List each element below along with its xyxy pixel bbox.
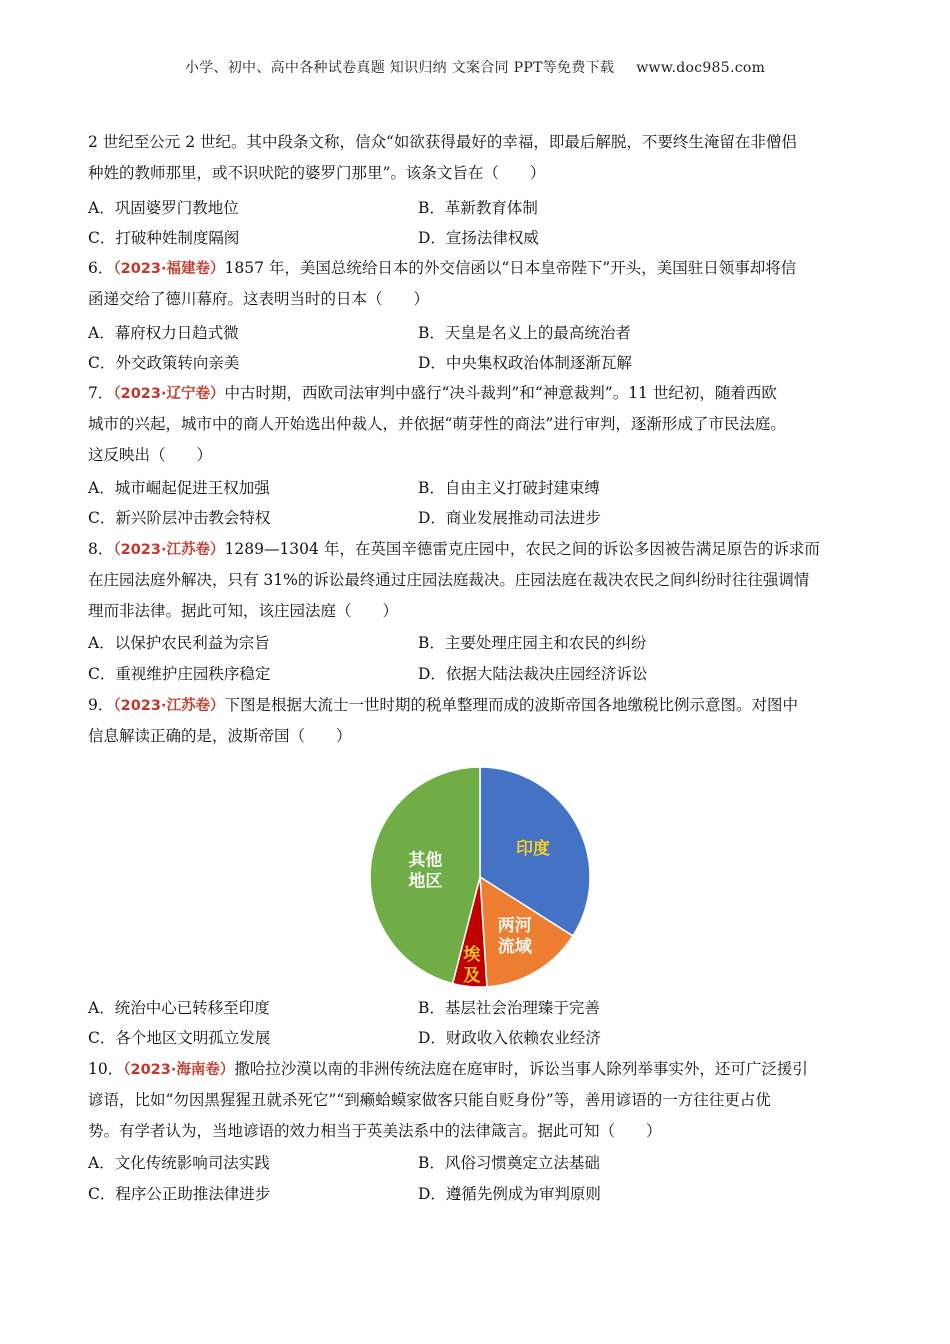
page-header (0, 57, 950, 77)
q6-text-1: 1857 年，美国总统给日本的外交信函以“日本皇帝陛下”开头，美国驻日领事却将信 (224, 259, 797, 277)
q8-option-a: A．以保护农民利益为宗旨 (88, 634, 270, 652)
q6-source: （2023·福建卷） (113, 261, 225, 277)
q9-option-a: A．统治中心已转移至印度 (88, 999, 270, 1017)
q7-option-d: D．商业发展推动司法进步 (418, 509, 601, 527)
q10-option-a: A．文化传统影响司法实践 (88, 1154, 270, 1172)
q7-option-a: A．城市崛起促进王权加强 (88, 479, 270, 497)
pie-label-1-line-1: 印度 (516, 838, 551, 859)
tax-pie-chart (367, 764, 593, 990)
q10-number: 10． (88, 1060, 124, 1078)
q6-option-b: B．天皇是名义上的最高统治者 (418, 324, 631, 342)
q6-option-d: D．中央集权政治体制逐渐瓦解 (418, 354, 632, 372)
q7-source: （2023·辽宁卷） (113, 386, 225, 402)
pie-label-3-line-1: 埃 (463, 945, 481, 966)
q5-option-b: B．革新教育体制 (418, 199, 538, 217)
q7-line-3: 这反映出（ ） (88, 446, 213, 464)
q5-option-c: C．打破种姓制度隔阂 (88, 229, 240, 247)
q6-option-a: A．幕府权力日趋式微 (88, 324, 239, 342)
q6-number: 6． (88, 259, 114, 277)
q10-option-d: D．遵循先例成为审判原则 (418, 1185, 601, 1203)
q8-number: 8． (88, 540, 114, 558)
q10-text-1: 撒哈拉沙漠以南的非洲传统法庭在庭审时，诉讼当事人除列举事实外，还可广泛援引 (234, 1060, 808, 1078)
q8-option-d: D．依据大陆法裁决庄园经济诉讼 (418, 665, 648, 683)
q9-option-d: D．财政收入依赖农业经济 (418, 1029, 601, 1047)
q7-option-b: B．自由主义打破封建束缚 (418, 479, 600, 497)
q8-option-b: B．主要处理庄园主和农民的纠纷 (418, 634, 647, 652)
pie-label-4-line-1: 其他 (408, 850, 443, 871)
q9-line-2: 信息解读正确的是，波斯帝国（ ） (88, 727, 352, 745)
q8-line-1 (88, 539, 820, 560)
q5-option-d: D．宣扬法律权威 (418, 229, 539, 247)
q6-option-c: C．外交政策转向亲美 (88, 354, 240, 372)
q8-line-3: 理而非法律。据此可知，该庄园法庭（ ） (88, 602, 399, 620)
q10-line-2: 谚语，比如“勿因黑猩猩丑就杀死它”“到癞蛤蟆家做客只能自贬身份”等，善用谚语的一方往往更占优 (88, 1091, 771, 1109)
q9-line-1 (88, 695, 798, 716)
pie-label-4-line-2: 地区 (408, 871, 443, 892)
q8-text-1: 1289—1304 年，在英国辛德雷克庄园中，农民之间的诉讼多因被告满足原告的诉求而 (224, 540, 820, 558)
q8-line-2: 在庄园法庭外解决，只有 31%的诉讼最终通过庄园法庭裁决。庄园法庭在裁决农民之间纠纷时往往强调情 (88, 571, 810, 589)
pie-label-3-line-2: 及 (463, 966, 481, 987)
q10-line-3: 势。有学者认为，当地谚语的效力相当于英美法系中的法律箴言。据此可知（ ） (88, 1122, 662, 1140)
q9-source: （2023·江苏卷） (113, 698, 225, 714)
header-site-link[interactable]: www.doc985.com (636, 60, 766, 76)
q7-line-1 (88, 383, 777, 404)
q9-option-c: C．各个地区文明孤立发展 (88, 1029, 271, 1047)
q10-option-c: C．程序公正助推法律进步 (88, 1185, 271, 1203)
q7-line-2: 城市的兴起，城市中的商人开始选出仲裁人，并依据“萌芽性的商法”进行审判，逐渐形成了市民法庭。 (88, 415, 786, 433)
q8-option-c: C．重视维护庄园秩序稳定 (88, 665, 271, 683)
q7-option-c: C．新兴阶层冲击教会特权 (88, 509, 271, 527)
q9-number: 9． (88, 696, 114, 714)
pie-label-2-line-1: 两河 (497, 916, 532, 937)
q6-line-2: 函递交给了德川幕府。这表明当时的日本（ ） (88, 290, 430, 308)
pie-label-2-line-2: 流域 (497, 937, 532, 958)
q9-option-b: B．基层社会治理臻于完善 (418, 999, 600, 1017)
q7-text-1: 中古时期，西欧司法审判中盛行“决斗裁判”和“神意裁判”。11 世纪初，随着西欧 (224, 384, 777, 402)
q7-number: 7． (88, 384, 114, 402)
q10-line-1 (88, 1059, 808, 1080)
header-text: 小学、初中、高中各种试卷真题 知识归纳 文案合同 PPT等免费下载 (184, 60, 615, 76)
q9-text-1: 下图是根据大流士一世时期的税单整理而成的波斯帝国各地缴税比例示意图。对图中 (224, 696, 799, 714)
q6-line-1 (88, 258, 796, 279)
q8-source: （2023·江苏卷） (113, 542, 225, 558)
q5-line-2: 种姓的教师那里，或不识吠陀的婆罗门那里”。该条文旨在（ ） (88, 164, 546, 182)
q5-option-a: A．巩固婆罗门教地位 (88, 199, 239, 217)
q5-line-1: 2 世纪至公元 2 世纪。其中段条文称，信众“如欲获得最好的幸福，即最后解脱，不要终生淹留在非僧侣 (88, 133, 797, 151)
q10-source: （2023·海南卷） (123, 1062, 235, 1078)
q10-option-b: B．风俗习惯奠定立法基础 (418, 1154, 600, 1172)
